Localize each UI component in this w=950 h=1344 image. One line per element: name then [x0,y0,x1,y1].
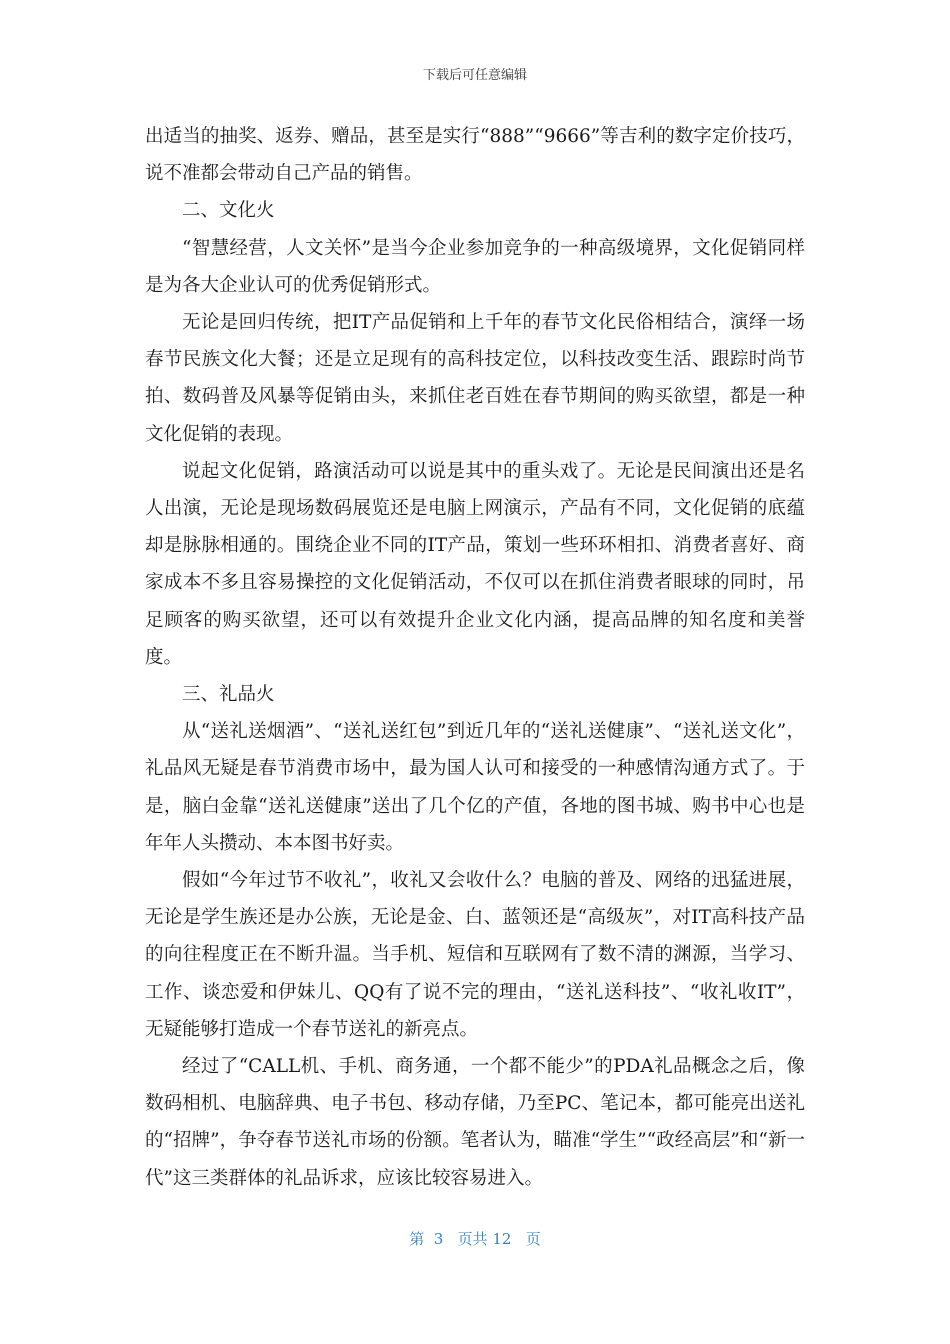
section-heading: 二、文化火 [182,200,275,222]
paragraph: 说起文化促销，路演活动可以说是其中的重头戏了。无论是民间演出还是名人出演，无论是现场数码展览还是电脑上网演示，产品有不同，文化促销的底蕴却是脉脉相通的。围绕企业不同的IT产品，策划一些环环相扣、消费者喜好、商家成本不多且容易操控的文化促销活动，不仅可以在抓住消费者眼球的同时，吊足顾客的购买欲望，还可以有效提升企业文化内涵，提高品牌的知名度和美誉度。 [145,460,805,668]
paragraph: 出适当的抽奖、返券、赠品，甚至是实行“888”“9666”等吉利的数字定价技巧，说不准都会带动自己产品的销售。 [145,126,805,185]
page-number-footer: 第 3 页共 12 页 [409,1230,541,1248]
paragraph: 假如“今年过节不收礼”，收礼又会收什么？电脑的普及、网络的迅猛进展，无论是学生族还是办公族，无论是金、白、蓝领还是“高级灰”，对IT高科技产品的向往程度正在不断升温。当手机、短信和互联网有了数不清的渊源，当学习、工作、谈恋爱和伊妹儿、QQ有了说不完的理由，“送礼送科技”、“收礼收IT”，无疑能够打造成一个春节送礼的新亮点。 [145,870,805,1040]
paragraph: 经过了“CALL机、手机、商务通，一个都不能少”的PDA礼品概念之后，像数码相机、电脑辞典、电子书包、移动存储，乃至PC、笔记本，都可能亮出送礼的“招牌”，争夺春节送礼市场的份额。笔者认为，瞄准“学生”“政经高层”和“新一代”这三类群体的礼品诉求，应该比较容易进入。 [145,1056,805,1189]
paragraph: 无论是回归传统，把IT产品促销和上千年的春节文化民俗相结合，演绎一场春节民族文化大餐；还是立足现有的高科技定位，以科技改变生活、跟踪时尚节拍、数码普及风暴等促销由头，来抓住老百姓在春节期间的购买欲望，都是一种文化促销的表现。 [145,312,805,445]
paragraph: “智慧经营，人文关怀”是当今企业参加竞争的一种高级境界，文化促销同样是为各大企业认可的优秀促销形式。 [145,237,805,296]
paragraph: 从“送礼送烟酒”、“送礼送红包”到近几年的“送礼送健康”、“送礼送文化”，礼品风无疑是春节消费市场中，最为国人认可和接受的一种感情沟通方式了。于是，脑白金靠“送礼送健康”送出了几个亿的产值，各地的图书城、购书中心也是年年人头攒动、本本图书好卖。 [145,721,805,854]
document-body [145,118,805,1197]
page-header: 下载后可任意编辑 [422,68,527,83]
section-heading: 三、礼品火 [182,684,275,706]
